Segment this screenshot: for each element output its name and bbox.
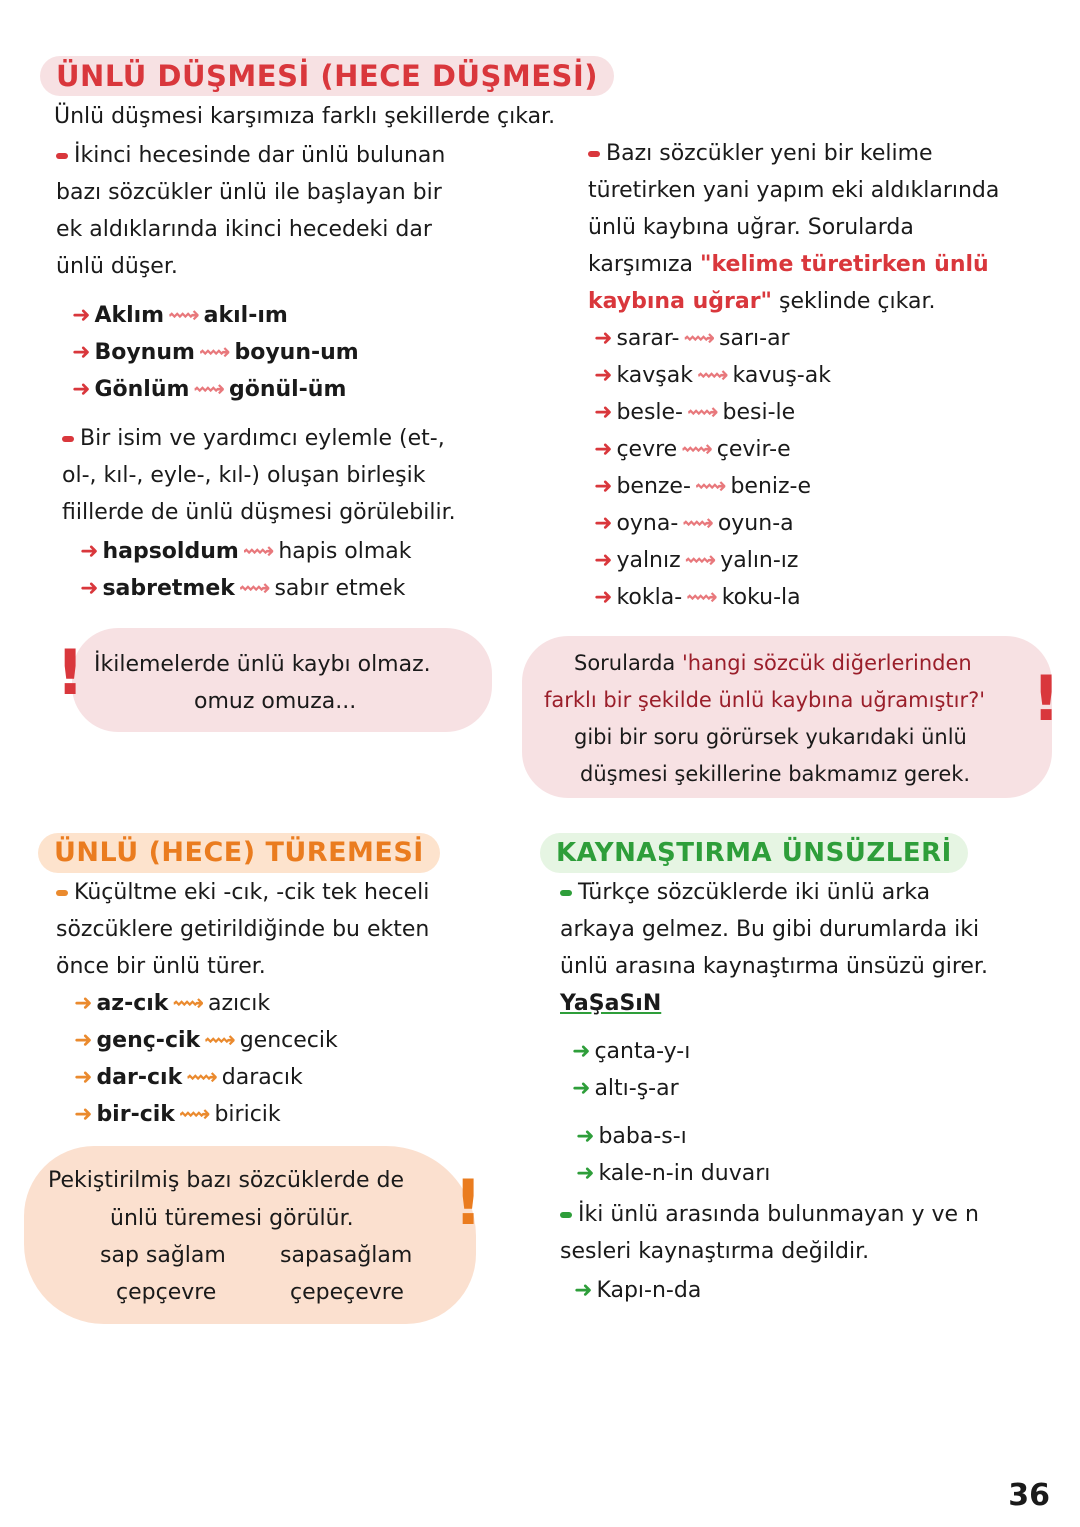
example-row: ➜ kokla- ⟿ koku-la	[594, 580, 801, 616]
squiggle-arrow-icon: ⟿	[242, 539, 275, 564]
arrow-icon: ➜	[74, 1102, 93, 1127]
example-list-3	[594, 321, 894, 617]
note-text: ünlü türemesi görülür.	[110, 1206, 354, 1231]
arrow-icon: ➜	[594, 326, 613, 351]
text-line: kaybına uğrar" şeklinde çıkar.	[588, 289, 936, 314]
note-text: düşmesi şekillerine bakmamız gerek.	[580, 762, 971, 786]
arrow-icon: ➜	[80, 539, 99, 564]
text-line: İkinci hecesinde dar ünlü bulunan	[56, 137, 445, 174]
page-number: 36	[1008, 1478, 1050, 1513]
turemesi-paragraph	[56, 874, 429, 985]
squiggle-arrow-icon: ⟿	[681, 437, 713, 462]
example-row: ➜ Boynum ⟿ boyun-um	[72, 335, 359, 371]
text-line: Bir isim ve yardımcı eylemle (et-,	[62, 420, 456, 457]
text-line: arkaya gelmez. Bu gibi durumlarda iki	[560, 917, 980, 942]
example-row: ➜ bir-cik ⟿ biricik	[74, 1097, 281, 1133]
bullet-icon	[56, 890, 68, 896]
bullet-icon	[588, 151, 600, 157]
note-text: sapasağlam	[280, 1243, 413, 1268]
squiggle-arrow-icon: ⟿	[682, 511, 714, 536]
section-title-kaynastirma: KAYNAŞTIRMA ÜNSÜZLERİ	[540, 833, 968, 873]
exclamation-icon: !	[56, 636, 85, 709]
example-row: ➜ Aklım ⟿ akıl-ım	[72, 298, 288, 334]
text-line: Türkçe sözcüklerde iki ünlü arka	[560, 874, 988, 911]
note-text: omuz omuza...	[194, 689, 357, 714]
arrow-icon: ➜	[72, 303, 91, 328]
squiggle-arrow-icon: ⟿	[204, 1028, 236, 1053]
arrow-icon: ➜	[594, 474, 613, 499]
squiggle-arrow-icon: ⟿	[168, 303, 200, 328]
example-row: ➜ dar-cık ⟿ daracık	[74, 1060, 303, 1096]
example-row: ➜ yalnız ⟿ yalın-ız	[594, 543, 798, 579]
example-row: ➜ genç-cik ⟿ gencecik	[74, 1023, 338, 1059]
example-row: ➜ baba-s-ı	[576, 1119, 687, 1155]
arrow-icon: ➜	[80, 576, 99, 601]
example-row: ➜ benze- ⟿ beniz-e	[594, 469, 811, 505]
arrow-icon: ➜	[72, 340, 91, 365]
squiggle-arrow-icon: ⟿	[186, 1065, 218, 1090]
squiggle-arrow-icon: ⟿	[683, 326, 716, 351]
text-line: ünlü kaybına uğrar. Sorularda	[588, 215, 914, 240]
text-line: sözcüklere getirildiğinde bu ekten	[56, 917, 430, 942]
squiggle-arrow-icon: ⟿	[684, 548, 717, 573]
text-line: önce bir ünlü türer.	[56, 954, 266, 979]
arrow-icon: ➜	[74, 1028, 93, 1053]
arrow-icon: ➜	[594, 585, 613, 610]
arrow-icon: ➜	[576, 1124, 595, 1149]
rule-2-paragraph	[62, 420, 456, 531]
arrow-icon: ➜	[594, 400, 613, 425]
kaynastirma-paragraph	[560, 874, 988, 1022]
example-row: ➜ besle- ⟿ besi-le	[594, 395, 795, 431]
example-row: ➜ kavşak ⟿ kavuş-ak	[594, 358, 831, 394]
note-text: Pekiştirilmiş bazı sözcüklerde de	[48, 1168, 404, 1193]
text-line: sesleri kaynaştırma değildir.	[560, 1239, 870, 1264]
exclamation-icon: !	[1032, 662, 1061, 735]
example-row: ➜ az-cık ⟿ azıcık	[74, 986, 270, 1022]
bullet-icon	[62, 436, 74, 442]
note-text: Sorularda 'hangi sözcük diğerlerinden	[574, 651, 972, 675]
arrow-icon: ➜	[594, 511, 613, 536]
text-line: Bazı sözcükler yeni bir kelime	[588, 135, 999, 172]
note-text: farklı bir şekilde ünlü kaybına uğramıştır?'	[544, 688, 986, 712]
example-row: ➜ Kapı-n-da	[574, 1273, 701, 1309]
example-row: ➜ hapsoldum ⟿ hapis olmak	[80, 534, 412, 570]
squiggle-arrow-icon: ⟿	[238, 576, 271, 601]
arrow-icon: ➜	[594, 363, 613, 388]
example-row: ➜ sabretmek ⟿ sabır etmek	[80, 571, 405, 607]
arrow-icon: ➜	[572, 1076, 591, 1101]
text-line: ünlü arasına kaynaştırma ünsüzü girer.	[560, 954, 988, 979]
example-row: ➜ kale-n-in duvarı	[576, 1156, 770, 1192]
arrow-icon: ➜	[594, 437, 613, 462]
squiggle-arrow-icon: ⟿	[198, 340, 231, 365]
example-row: ➜ altı-ş-ar	[572, 1071, 679, 1107]
squiggle-arrow-icon: ⟿	[178, 1102, 211, 1127]
example-row: ➜ sarar- ⟿ sarı-ar	[594, 321, 790, 357]
arrow-icon: ➜	[74, 991, 93, 1016]
text-line: ünlü düşer.	[56, 254, 178, 279]
note-text: İkilemelerde ünlü kaybı olmaz.	[94, 652, 431, 677]
squiggle-arrow-icon: ⟿	[193, 377, 225, 402]
text-line: fiillerde de ünlü düşmesi görülebilir.	[62, 500, 456, 525]
bullet-icon	[56, 153, 68, 159]
mnemonic: YaŞaSıN	[560, 991, 662, 1016]
arrow-icon: ➜	[74, 1065, 93, 1090]
section-title-unlu-dusmesi: ÜNLÜ DÜŞMESİ (HECE DÜŞMESİ)	[40, 56, 614, 96]
arrow-icon: ➜	[574, 1278, 593, 1303]
text-line: türetirken yani yapım eki aldıklarında	[588, 178, 1000, 203]
text-line: Küçültme eki -cık, -cik tek heceli	[56, 874, 429, 911]
arrow-icon: ➜	[572, 1039, 591, 1064]
kaynastirma-paragraph-2	[560, 1196, 979, 1270]
text-line: İki ünlü arasında bulunmayan y ve n	[560, 1196, 979, 1233]
note-text: çepçevre	[116, 1280, 217, 1305]
rule-3-paragraph	[588, 135, 999, 320]
example-row: ➜ oyna- ⟿ oyun-a	[594, 506, 794, 542]
text-line: bazı sözcükler ünlü ile başlayan bir	[56, 180, 442, 205]
bullet-icon	[560, 1212, 572, 1218]
squiggle-arrow-icon: ⟿	[687, 400, 719, 425]
text-line: karşımıza "kelime türetirken ünlü	[588, 252, 989, 277]
bullet-icon	[560, 890, 572, 896]
example-row: ➜ Gönlüm ⟿ gönül-üm	[72, 372, 346, 408]
rule-1-paragraph	[56, 137, 445, 285]
text-line: ol-, kıl-, eyle-, kıl-) oluşan birleşik	[62, 463, 426, 488]
squiggle-arrow-icon: ⟿	[694, 474, 727, 499]
section-title-unlu-turemesi: ÜNLÜ (HECE) TÜREMESİ	[38, 833, 440, 873]
arrow-icon: ➜	[576, 1161, 595, 1186]
squiggle-arrow-icon: ⟿	[686, 585, 718, 610]
note-text: gibi bir soru görürsek yukarıdaki ünlü	[574, 725, 967, 749]
squiggle-arrow-icon: ⟿	[172, 991, 204, 1016]
note-text: sap sağlam	[100, 1243, 226, 1268]
intro-text: Ünlü düşmesi karşımıza farklı şekillerde çıkar.	[54, 104, 556, 129]
note-text: çepeçevre	[290, 1280, 404, 1305]
example-row: ➜ çanta-y-ı	[572, 1034, 690, 1070]
arrow-icon: ➜	[594, 548, 613, 573]
exclamation-icon: !	[454, 1166, 483, 1239]
squiggle-arrow-icon: ⟿	[696, 363, 729, 388]
text-line: ek aldıklarında ikinci hecedeki dar	[56, 217, 432, 242]
example-row: ➜ çevre ⟿ çevir-e	[594, 432, 791, 468]
arrow-icon: ➜	[72, 377, 91, 402]
